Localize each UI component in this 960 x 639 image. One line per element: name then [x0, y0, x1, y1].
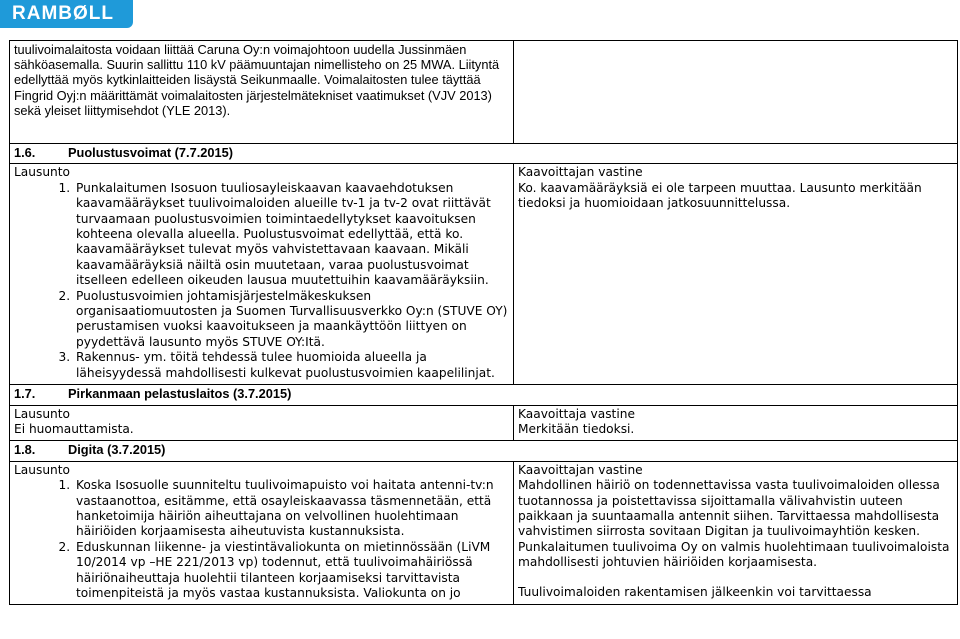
list-item: 2. Eduskunnan liikenne- ja viestintävaliokunta on mietinnössään (LiVM 10/2014 vp –HE 221/2013 vp) todennut, että tuulivoimahäiriössä häiriönaiheuttaja huolehtii tilanteen korjaamiseksi tarvittavista toimenpiteistä ja myös vastaa kustannuksista. Valiokunta on jo [74, 540, 509, 602]
response-label: Kaavoittaja vastine [518, 406, 635, 421]
response-text: Mahdollinen häiriö on todennettavissa vasta tuulivoimaloiden ollessa tuotannossa ja poistettavissa sijoittamalla välivahvistin uuteen paikkaan ja suuntaamalla antennit siihen. Tarvittaessa mahdollisesta vahvistimen siirrosta sovitaan Digitan ja tuulivoimayhtiön kesken. Punkalaitumen tuulivoima Oy on valmis huolehtimaan tuulivoimaloista mahdollisesti johtuvien häiriöiden korjaamisesta. [518, 478, 950, 570]
table-row [10, 405, 958, 441]
empty-cell [514, 41, 958, 144]
response-label: Kaavoittajan vastine [518, 462, 643, 477]
section-title: Pirkanmaan pelastuslaitos (3.7.2015) [68, 386, 292, 402]
section-title: Digita (3.7.2015) [68, 442, 166, 458]
response-text: Merkitään tiedoksi. [518, 421, 635, 436]
response-extra-text: Tuulivoimaloiden rakentamisen jälkeenkin voi tarvittaessa [518, 584, 872, 599]
statement-list [14, 181, 509, 381]
table-row [10, 461, 958, 605]
connection-text-cell: tuulivoimalaitosta voidaan liittää Caruna Oy:n voimajohtoon uudella Jussinmäen sähköasemalla. Suurin sallittu 110 kV päämuuntajan nimellisteho on 25 MWA. Liityntä edellyttää myös kytkinlaitteiden lisäystä Seikunmaalle. Voimalaitosten tulee täyttää Fingrid Oyj:n määrittämät voimalaitosten järjestelmätekniset vaatimukset (VJV 2013) sekä yleiset liittymisehdot (YLE 2013). [10, 41, 514, 144]
statement-label: Lausunto [14, 462, 71, 477]
response-label: Kaavoittajan vastine [518, 165, 643, 180]
statement-label: Lausunto [14, 406, 71, 421]
spacer [518, 571, 953, 585]
table-row [10, 164, 958, 385]
section-header-1-7 [10, 385, 958, 405]
section-number: 1.7. [14, 386, 36, 402]
list-item: 2. Puolustusvoimien johtamisjärjestelmäkeskuksen organisaatiomuutosten ja Suomen Turvallisuusverkko Oy:n (STUVE OY) perustamisen vuoksi kaavoitukseen ja maankäyttöön liittyen on pyydettävä lausunto myös STUVE OY:Itä. [74, 289, 509, 351]
list-item: 1. Punkalaitumen Isosuon tuuliosayleiskaavan kaavaehdotuksen kaavamääräykset tuulivoimaloiden alueille tv-1 ja tv-2 ovat riittävät turvaamaan puolustusvoimien toimintaedellytykset kaavoituksen kohteena olevalla alueella. Puolustusvoimat edellyttää, että ko. kaavamääräykset tulevat myös vahvistettavaan kaavaan. Mikäli kaavamääräyksiä näiltä osin muutetaan, varaa puolustusvoimat itselleen edelleen oikeuden lausua muutettuihin kaavamääräyksiin. [74, 181, 509, 289]
statement-list [14, 478, 509, 601]
table-row [10, 41, 958, 144]
response-cell [514, 405, 958, 441]
section-header-1-8 [10, 441, 958, 461]
section-header-1-6 [10, 144, 958, 164]
response-cell [514, 164, 958, 385]
response-text: Ko. kaavamääräyksiä ei ole tarpeen muuttaa. Lausunto merkitään tiedoksi ja huomioidaan jatkosuunnittelussa. [518, 180, 922, 211]
statement-cell [10, 164, 514, 385]
response-cell [514, 461, 958, 605]
ramboll-logo: RAMBØLL [0, 0, 133, 28]
section-number: 1.8. [14, 442, 36, 458]
list-item: 3. Rakennus- ym. töitä tehdessä tulee huomioida alueella ja läheisyydessä mahdollisesti kulkevat puolustusvoimien kaapelilinjat. [74, 350, 509, 381]
statement-label: Lausunto [14, 165, 71, 180]
statement-table [9, 40, 958, 605]
section-number: 1.6. [14, 145, 36, 160]
statement-text: Ei huomauttamista. [14, 421, 134, 436]
statement-cell [10, 405, 514, 441]
section-title: Puolustusvoimat (7.7.2015) [68, 145, 233, 160]
statement-cell [10, 461, 514, 605]
list-item: 1. Koska Isosuolle suunniteltu tuulivoimapuisto voi haitata antenni-tv:n vastaanottoa, esitämme, että osayleiskaavassa täsmennetään, että hanketoimija häiriön aiheuttajana on velvollinen huolehtimaan häiriöiden korjaamisesta aiheutuvista kustannuksista. [74, 478, 509, 540]
